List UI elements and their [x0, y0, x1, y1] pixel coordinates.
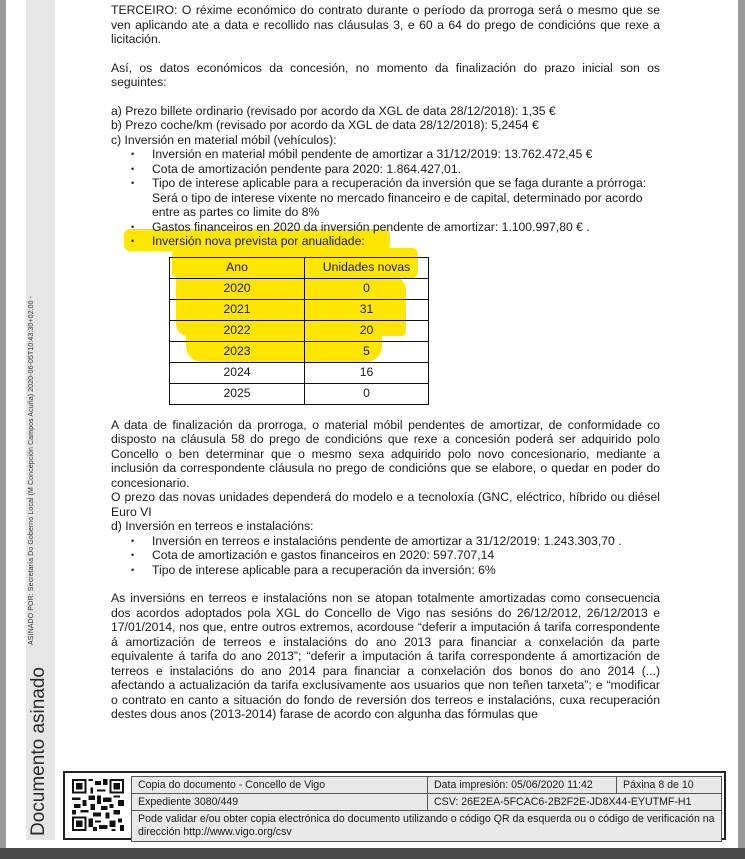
table-row [170, 299, 429, 320]
table-header-row [170, 257, 429, 278]
cell-year: 2020 [170, 278, 305, 299]
list-item: • Gastos financeiros en 2020 da inversión pendente de amortizar: 1.100.997,80 € . [152, 220, 660, 235]
expediente: Expediente 3080/449 [132, 794, 428, 810]
cell-year: 2023 [170, 341, 305, 362]
table-row [170, 383, 429, 404]
list-item: • Inversión en material móbil pendente de amortizar a 31/12/2019: 13.762.472,45 € [152, 147, 660, 162]
item-a: a) Prezo billete ordinario (revisado por acordo da XGL de data 28/12/2018): 1,35 € [111, 103, 556, 118]
signed-document-stamp: Documento asinado [28, 667, 49, 836]
footer-row [132, 811, 721, 841]
cell-units: 5 [305, 341, 429, 362]
table-row [170, 341, 429, 362]
page-number: Páxina 8 de 10 [623, 779, 694, 791]
cell-year: 2024 [170, 362, 305, 383]
print-date: Data impresión: 05/06/2020 11:42 [428, 777, 617, 793]
list-item: • Inversión en terreos e instalacións pendente de amortizar a 31/12/2019: 1.243.303,70 . [152, 534, 660, 549]
item-d: d) Inversión en terreos e instalacións: [111, 519, 314, 533]
cell-year: 2025 [170, 383, 305, 404]
list-item: • Inversión nova prevista por anualidade: [152, 234, 660, 249]
footer-info-table [131, 776, 722, 842]
cell-units: 31 [305, 299, 429, 320]
investment-table-wrap [169, 257, 429, 405]
header-ano: Ano [170, 257, 305, 278]
table-row [170, 362, 429, 383]
paragraph-finalizacion: A data de finalización da prorroga, o material móbil pendentes de amortizar, de conformidade co disposto na cláusula 58 do prego de condicións que rexe a concesión poderá ser adquirido polo Concello o ben determinar que o mesmo sexa adquirido polo novo concesionario, mediante a inclusión da correspondente cláusula no prego de condicións que se elabore, o quedar en poder do concesionario. [111, 417, 660, 490]
copy-label: Copia do documento - Concello de Vigo [132, 777, 428, 793]
document-page [111, 0, 660, 722]
footer-row [132, 777, 721, 794]
paragraph-prezo: O prezo das novas unidades dependerá do modelo e a tecnoloxía (GNC, eléctrico, híbrido ou diésel Euro VI [111, 490, 660, 519]
viewer-bottom-bar [0, 848, 745, 859]
verification-footer [63, 771, 726, 840]
cell-units: 16 [305, 362, 429, 383]
validation-text: Pode validar e/ou obter copia electrónica do documento utilizando o código QR da esquerda ou o código de verificación na dirección http://www.vigo.org/csv [138, 813, 715, 838]
paragraph-inversions: As inversións en terreos e instalacións non se atopan totalmente amortizadas como consecuencia dos acordos adoptados pola XGL do Concello de Vigo nas sesións do 26/12/2012, 26/12/2013 e 17/01/2014, nos que, entre outros extremos, acordouse “deferir a imputación á tarifa correspondente á amortización de terreos e instalacións do ano 2013 para financiar a conxelación da parte equivalente á tarifa do ano 2013”; “deferir a imputación á tarifa correspondente á amortización de terreos e instalacións do ano 2014 para financiar a conxelación dos bonos do ano 2014 (...) afectando a actualización da tarifa exclusivamente aos usuarios que non teñen tarxeta”; e “modificar o contrato en canto a situación do fondo de reversión dos terreos e instalacións, cuxa recuperación destes dous anos (2013-2014) farase de acordo con algunha das fórmulas que [111, 591, 660, 721]
investment-table [169, 257, 429, 405]
qr-code-icon[interactable] [71, 779, 125, 831]
cell-units: 0 [305, 278, 429, 299]
cell-year: 2022 [170, 320, 305, 341]
signature-info: ASINADO POR: Secretaría Do Goberno Local (M Concepción Campos Acuña) 2020-06-05T10:43:30+02:00 - [28, 295, 35, 645]
list-item: • Cota de amortización e gastos financeiros en 2020: 597.707,14 [152, 548, 660, 563]
csv-code[interactable]: CSV: 26E2EA-5FCAC6-2B2F2E-JD8X44-EYUTMF-H1 [434, 796, 692, 808]
list-c [111, 147, 660, 249]
viewer-scrollbar[interactable] [738, 0, 745, 848]
footer-row [132, 794, 721, 811]
list-item: • Tipo de interese aplicable para a recuperación da inversión que se faga durante a prórroga: Será o tipo de interese vixente no mercado financeiro e de capital, determinado por acordo entre as partes co limite do 8% [152, 176, 660, 220]
cell-units: 20 [305, 320, 429, 341]
table-row [170, 278, 429, 299]
list-item: • Cota de amortización pendente para 2020: 1.864.427,01. [152, 162, 660, 177]
paragraph-datos: Así, os datos económicos da concesión, no momento da finalización do prazo inicial son os seguintes: [111, 60, 660, 89]
cell-units: 0 [305, 383, 429, 404]
viewer-left-gutter [0, 0, 6, 848]
table-row [170, 320, 429, 341]
list-item: • Tipo de interese aplicable para a recuperación da inversión: 6% [152, 563, 660, 578]
header-unidades: Unidades novas [305, 257, 429, 278]
paragraph-terceiro: TERCEIRO: O réxime económico do contrato durante o período da prorroga será o mesmo que se ven aplicando ate a data e recollido nas cláusulas 3, e 60 a 64 do prego de condicións que rexe a licitación. [111, 3, 660, 46]
item-b: b) Prezo coche/km (revisado por acordo da XGL de data 28/12/2018): 5,2454 € [111, 118, 539, 132]
list-d [111, 534, 660, 578]
item-c: c) Inversión en material móbil (vehículos): [111, 132, 337, 147]
cell-year: 2021 [170, 299, 305, 320]
